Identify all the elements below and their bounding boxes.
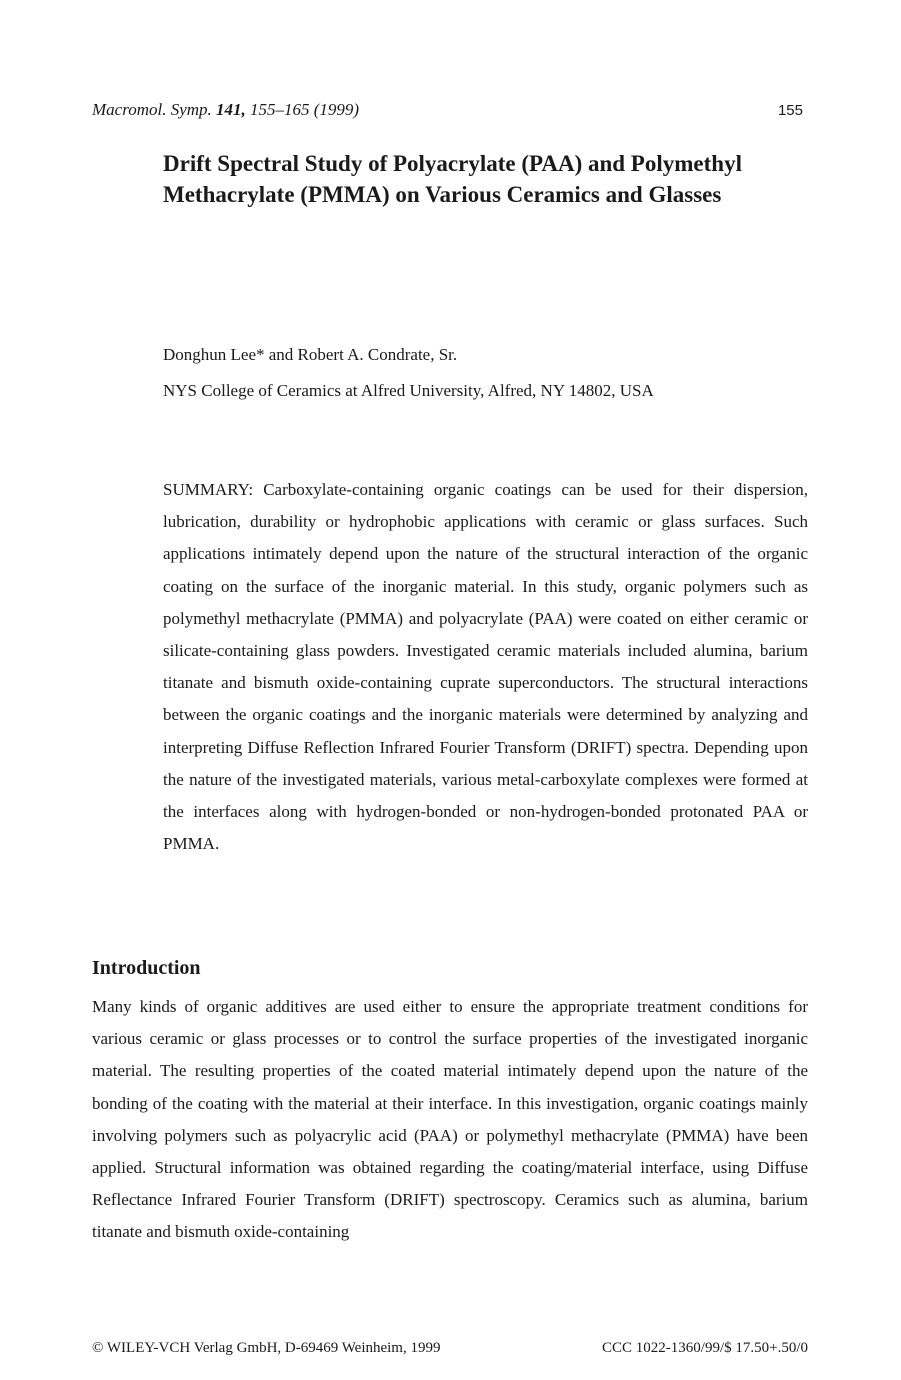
journal-volume: 141,	[216, 100, 246, 119]
footer-code: CCC 1022-1360/99/$ 17.50+.50/0	[602, 1340, 808, 1356]
journal-name: Macromol. Symp.	[92, 100, 212, 119]
authors: Donghun Lee* and Robert A. Condrate, Sr.	[163, 345, 458, 364]
journal-pages-year: 155–165 (1999)	[250, 100, 360, 119]
journal-citation	[92, 100, 359, 120]
section-heading-introduction: Introduction	[92, 957, 201, 979]
affiliation: NYS College of Ceramics at Alfred University, Alfred, NY 14802, USA	[163, 381, 654, 400]
introduction-paragraph: Many kinds of organic additives are used either to ensure the appropriate treatment conditions for various ceramic or glass processes or to control the surface properties of the investigated inorganic material. The resulting properties of the coated material intimately depend upon the nature of the bonding of the coating with the material at their interface. In this investigation, organic coatings mainly involving polymers such as polyacrylic acid (PAA) or polymethyl methacrylate (PMMA) have been applied. Structural information was obtained regarding the coating/material interface, using Diffuse Reflectance Infrared Fourier Transform (DRIFT) spectroscopy. Ceramics such as alumina, barium titanate and bismuth oxide-containing	[92, 997, 808, 1242]
page-number: 155	[777, 102, 803, 119]
summary-abstract: SUMMARY: Carboxylate-containing organic coatings can be used for their dispersion, lubrication, durability or hydrophobic applications with ceramic or glass surfaces. Such applications intimately depend upon the nature of the structural interaction of the organic coating on the surface of the inorganic material. In this study, organic polymers such as polymethyl methacrylate (PMMA) and polyacrylate (PAA) were coated on either ceramic or silicate-containing glass powders. Investigated ceramic materials included alumina, barium titanate and bismuth oxide-containing cuprate superconductors. The structural interactions between the organic coatings and the inorganic materials were determined by analyzing and interpreting Diffuse Reflection Infrared Fourier Transform (DRIFT) spectra. Depending upon the nature of the investigated materials, various metal-carboxylate complexes were formed at the interfaces along with hydrogen-bonded or non-hydrogen-bonded protonated PAA or PMMA.	[163, 480, 808, 854]
paper-title: Drift Spectral Study of Polyacrylate (PAA) and Polymethyl Methacrylate (PMMA) on Various Ceramics and Glasses	[163, 151, 742, 207]
footer-copyright: © WILEY-VCH Verlag GmbH, D-69469 Weinheim, 1999	[92, 1340, 441, 1356]
